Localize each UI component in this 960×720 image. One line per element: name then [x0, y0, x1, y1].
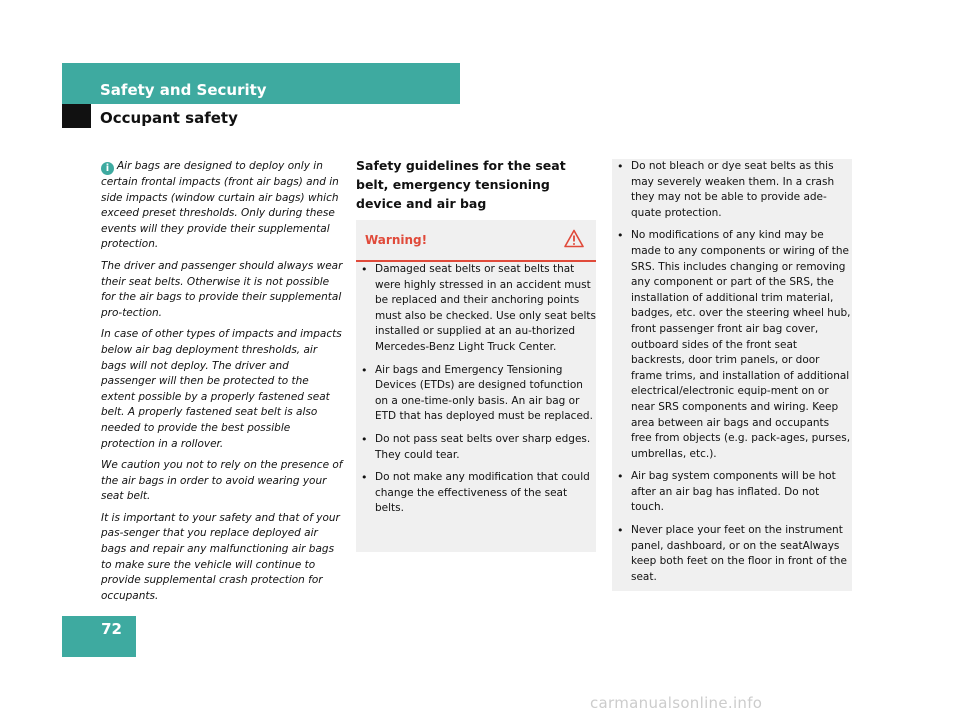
- warning-title: Warning!: [365, 233, 428, 247]
- section-title: Safety and Security: [100, 81, 267, 99]
- section-tab-marker: [62, 104, 91, 128]
- list-item: • Do not bleach or dye seat belts as this may severely weaken them. In a crash they may not be able to provide ade-quate protection.: [612, 159, 852, 221]
- list-item: • Air bag system components will be hot after an air bag has inflated. Do not touch.: [612, 469, 852, 516]
- guidelines-heading: Safety guidelines for the seat belt, emergency tensioning device and air bag: [356, 158, 566, 211]
- warning-triangle-icon: [564, 229, 584, 252]
- warning-box: [356, 220, 596, 552]
- warning-continued-box: [612, 159, 852, 591]
- info-paragraph: In case of other types of impacts and impacts below air bag deployment thresholds, air bags will not deploy. The driver and passenger will then be protected to the extent possible by a properly fastened seat belt. A properly fastened seat belt is also needed to provide the best possible protection in a rollover.: [101, 328, 342, 450]
- warning-continued-list: [612, 159, 852, 585]
- info-paragraph: i Air bags are designed to deploy only in certain frontal impacts (front air bags) and in side impacts (window curtain air bags) which exceed preset thresholds. Only during these events will they provide their supplemental protection.: [101, 160, 339, 251]
- page-number-box: [62, 616, 136, 657]
- info-paragraph: It is important to your safety and that of your pas-senger that you replace deployed air bags and repair any malfunctioning air bags to make sure the vehicle will continue to provide supplemental crash protection for occupants.: [101, 511, 340, 602]
- list-item: • Do not pass seat belts over sharp edges. They could tear.: [356, 432, 596, 463]
- watermark: carmanualsonline.info: [590, 694, 763, 712]
- warning-list: [356, 262, 596, 517]
- list-item: • Do not make any modification that could change the effectiveness of the seat belts.: [356, 470, 596, 517]
- header-band: [62, 63, 460, 104]
- info-icon: i: [101, 162, 114, 175]
- list-item: • No modifications of any kind may be made to any components or wiring of the SRS. This includes changing or removing any component or part of the SRS, the installation of additional trim material, badges, etc. over the steering wheel hub, front passenger front air bag cover, outboard sides of the front seat backrests, door trim panels, or door frame trims, and installation of additional electrical/electronic equip-ment on or near SRS components and wiring. Keep area between air bags and occupants free from objects (e.g. pack-ages, purses, umbrellas, etc.).: [612, 228, 852, 462]
- list-item: • Damaged seat belts or seat belts that were highly stressed in an accident must be replaced and their anchoring points must also be checked. Use only seat belts installed or supplied at an au-thorized Mercedes-Benz Light Truck Center.: [356, 262, 596, 356]
- info-note: [101, 159, 345, 610]
- warning-header: [356, 220, 596, 262]
- list-item: • Never place your feet on the instrument panel, dashboard, or on the seatAlways keep both feet on the floor in front of the seat.: [612, 523, 852, 585]
- subsection-title: Occupant safety: [100, 109, 238, 127]
- page-number: 72: [101, 620, 122, 638]
- info-paragraph: The driver and passenger should always wear their seat belts. Otherwise it is not possible for the air bags to provide their supplemental pro-tection.: [101, 259, 343, 319]
- list-item: • Air bags and Emergency Tensioning Devices (ETDs) are designed tofunction on a one-time-only basis. An air bag or ETD that has deployed must be replaced.: [356, 363, 596, 425]
- info-paragraph: We caution you not to rely on the presence of the air bags in order to avoid wearing your seat belt.: [101, 459, 343, 503]
